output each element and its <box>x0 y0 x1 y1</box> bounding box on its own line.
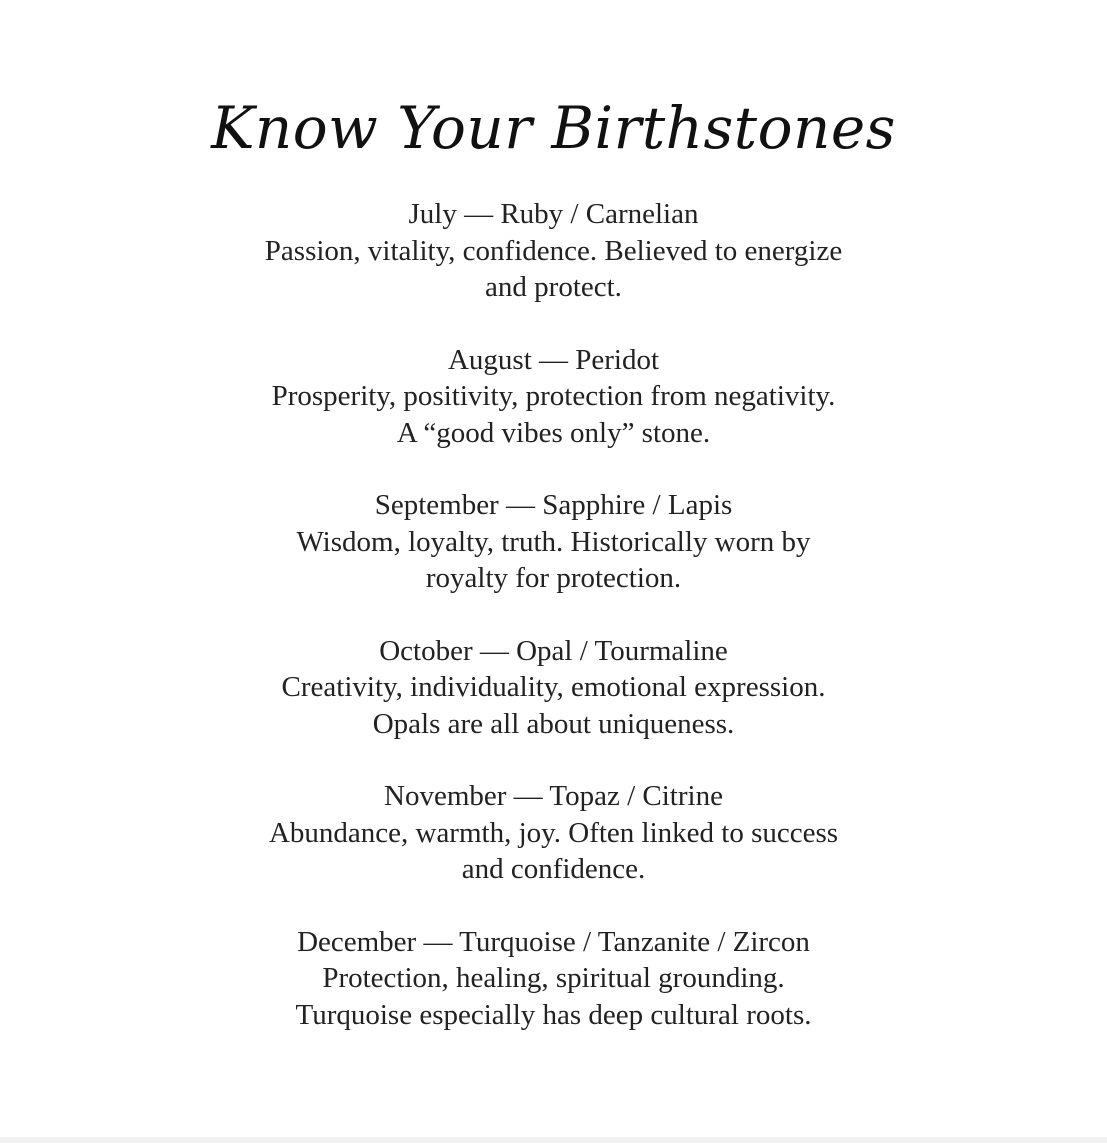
stone-description-line: and confidence. <box>461 853 646 885</box>
month-stone-heading: December — Turquoise / Tanzanite / Zircon <box>297 925 810 958</box>
birthstone-entry-november <box>0 778 1107 888</box>
month-stone-heading: November — Topaz / Citrine <box>384 780 723 812</box>
month-stone-heading: July — Ruby / Carnelian <box>408 198 699 230</box>
month-stone-heading: September — Sapphire / Lapis <box>374 489 733 521</box>
birthstone-list <box>0 196 1107 1069</box>
stone-description-line: Turquoise especially has deep cultural roots. <box>295 998 812 1031</box>
page-title: Know Your Birthstones <box>211 94 896 162</box>
stone-description-line: Opals are all about uniqueness. <box>372 707 735 740</box>
stone-description-line: and protect. <box>485 271 622 303</box>
stone-description-line: Protection, healing, spiritual grounding. <box>322 962 785 994</box>
stone-description-line: royalty for protection. <box>425 562 682 594</box>
birthstone-entry-september <box>0 487 1107 597</box>
stone-description-line: Prosperity, positivity, protection from negativity. <box>271 380 836 412</box>
month-stone-heading: October — Opal / Tourmaline <box>379 634 728 667</box>
birthstone-entry-october <box>0 633 1107 743</box>
stone-description-line: A “good vibes only” stone. <box>396 416 711 449</box>
birthstone-entry-december <box>0 924 1107 1034</box>
stone-description-line: Abundance, warmth, joy. Often linked to success <box>268 816 839 849</box>
birthstone-entry-july <box>0 196 1107 306</box>
stone-description-line: Wisdom, loyalty, truth. Historically worn by <box>296 525 811 558</box>
birthstone-entry-august <box>0 342 1107 452</box>
stone-description-line: Creativity, individuality, emotional expression. <box>281 671 826 703</box>
stone-description-line: Passion, vitality, confidence. Believed to energize <box>264 234 843 267</box>
bottom-border <box>0 1137 1107 1143</box>
month-stone-heading: August — Peridot <box>447 343 660 376</box>
